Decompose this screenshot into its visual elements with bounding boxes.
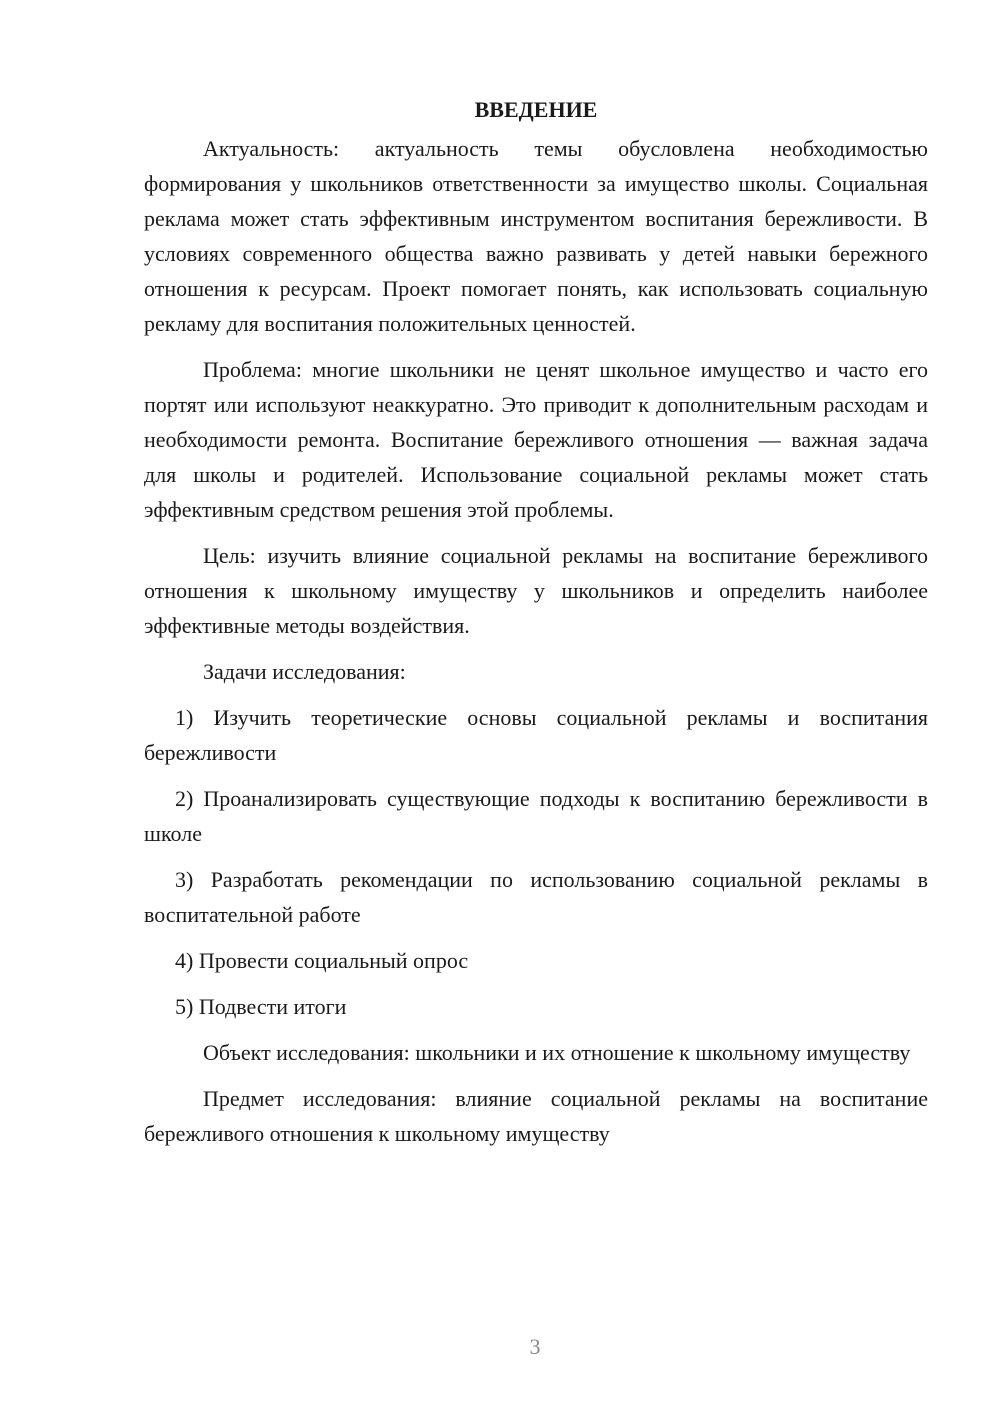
tasks-heading: Задачи исследования: — [203, 659, 406, 684]
task-item: 5) Подвести итоги — [175, 994, 347, 1019]
task-item: 2) Проанализировать существующие подходы к воспитанию бережливости в школе — [144, 786, 928, 846]
subject-paragraph: Предмет исследования: влияние социальной рекламы на воспитание бережливого отношения к школьному имуществу — [144, 1086, 928, 1146]
task-item: 1) Изучить теоретические основы социальной рекламы и воспитания бережливости — [144, 705, 928, 765]
object-paragraph: Объект исследования: школьники и их отношение к школьному имуществу — [203, 1040, 911, 1065]
relevance-paragraph: Актуальность: актуальность темы обусловлена необходимостью формирования у школьников ответственности за имущество школы. Социальная реклама может стать эффективным инструментом воспитания бережливости. В условиях современного общества важно развивать у детей навыки бережного отношения к ресурсам. Проект помогает понять, как использовать социальную рекламу для воспитания положительных ценностей. — [144, 136, 928, 336]
document-page — [144, 92, 928, 1162]
section-heading: ВВЕДЕНИЕ — [474, 97, 598, 122]
task-item: 4) Провести социальный опрос — [175, 948, 469, 973]
problem-paragraph: Проблема: многие школьники не ценят школьное имущество и часто его портят или используют неаккуратно. Это приводит к дополнительным расходам и необходимости ремонта. Воспитание бережливого отношения — важная задача для школы и родителей. Использование социальной рекламы может стать эффективным средством решения этой проблемы. — [144, 357, 928, 522]
goal-paragraph: Цель: изучить влияние социальной рекламы на воспитание бережливого отношения к школьному имуществу у школьников и определить наиболее эффективные методы воздействия. — [144, 543, 928, 638]
page-number: 3 — [529, 1334, 541, 1359]
task-item: 3) Разработать рекомендации по использованию социальной рекламы в воспитательной работе — [144, 867, 928, 927]
